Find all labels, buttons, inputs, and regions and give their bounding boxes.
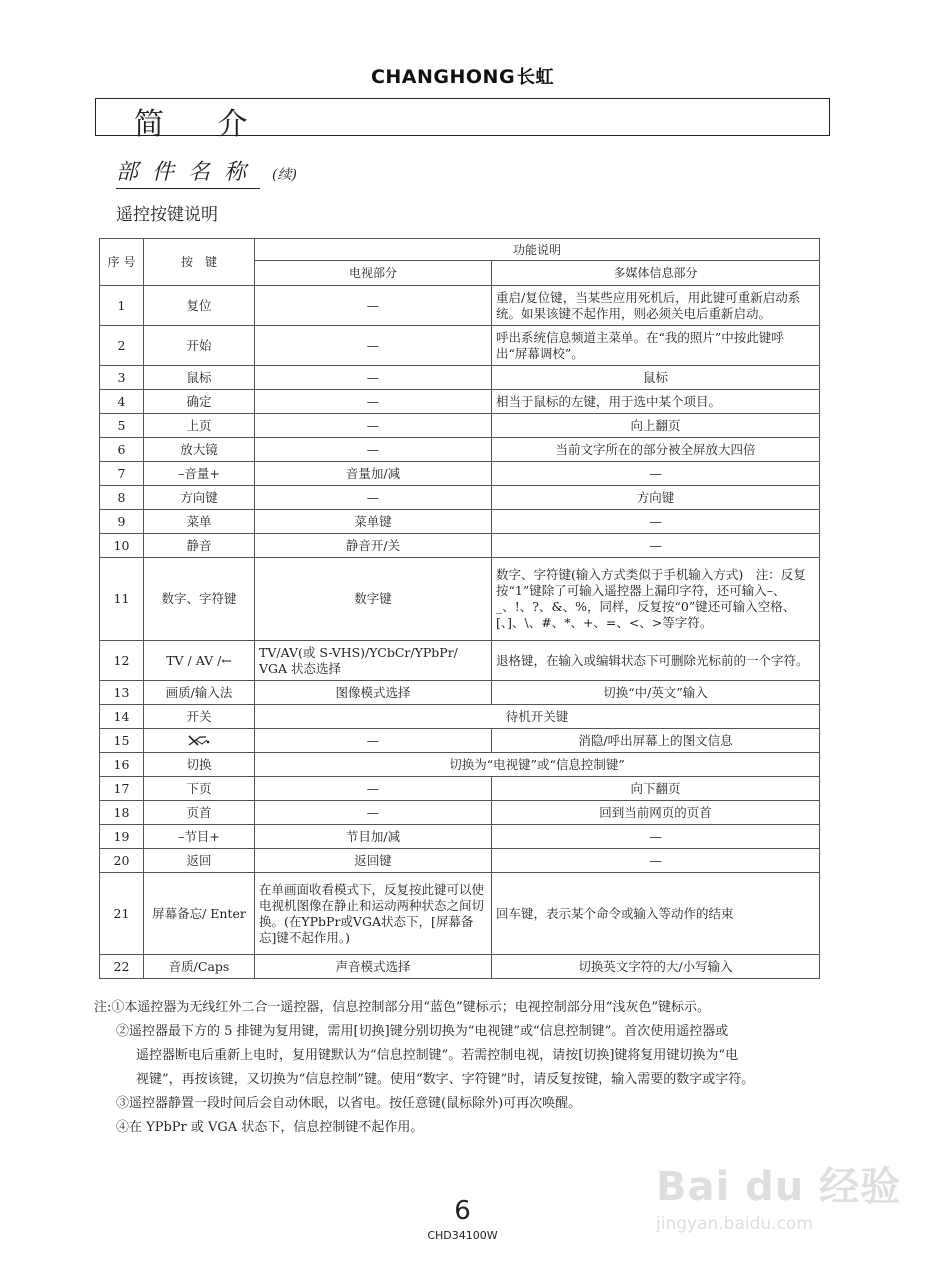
table-row — [100, 777, 820, 801]
row-media: 向上翻页 — [492, 414, 820, 438]
watermark-url: jingyan.baidu.com — [656, 1214, 813, 1234]
row-tv: — — [255, 366, 492, 390]
table-row — [100, 955, 820, 979]
row-media: — — [492, 849, 820, 873]
row-tv: 在单画面收看模式下，反复按此键可以使电视机图像在静止和运动两种状态之间切换。(在YPbPr或VGA状态下，[屏幕备忘]键不起作用。) — [255, 873, 492, 955]
table-row — [100, 873, 820, 955]
header-key: 按 键 — [144, 239, 255, 286]
row-key: 切换 — [144, 753, 255, 777]
row-key: 鼠标 — [144, 366, 255, 390]
brand-logo — [0, 63, 925, 89]
brand-name-cn: 长虹 — [517, 67, 555, 88]
row-tv: 图像模式选择 — [255, 681, 492, 705]
row-tv: — — [255, 801, 492, 825]
row-function-span: 待机开关键 — [255, 705, 820, 729]
note-number: ④ — [116, 1120, 130, 1135]
row-key: 上页 — [144, 414, 255, 438]
row-key: 方向键 — [144, 486, 255, 510]
row-tv: 静音开/关 — [255, 534, 492, 558]
subtitle: 部件名称 — [116, 155, 260, 189]
row-tv: — — [255, 286, 492, 326]
row-media: 方向键 — [492, 486, 820, 510]
table-row — [100, 825, 820, 849]
table-row — [100, 510, 820, 534]
table-row — [100, 641, 820, 681]
row-media: 消隐/呼出屏幕上的图文信息 — [492, 729, 820, 753]
row-media: 向下翻页 — [492, 777, 820, 801]
note-line: 在 YPbPr 或 VGA 状态下，信息控制键不起作用。 — [129, 1120, 424, 1135]
subtitle-continued: (续) — [272, 167, 297, 183]
table-row — [100, 681, 820, 705]
notes-label: 注: — [94, 1000, 112, 1015]
note-line: 遥控器静置一段时间后会自动休眠，以省电。按任意键(鼠标除外)可再次唤醒。 — [129, 1096, 582, 1111]
row-no: 14 — [100, 705, 144, 729]
row-tv: — — [255, 486, 492, 510]
row-media: 切换英文字符的大/小写输入 — [492, 955, 820, 979]
row-key: –音量+ — [144, 462, 255, 486]
row-key: 菜单 — [144, 510, 255, 534]
row-no: 2 — [100, 326, 144, 366]
note-line: 遥控器断电后重新上电时，复用键默认为“信息控制键”。若需控制电视，请按[切换]键将复用键切换为“电 — [136, 1048, 739, 1063]
note-number: ② — [116, 1024, 130, 1039]
row-key: 复位 — [144, 286, 255, 326]
row-no: 8 — [100, 486, 144, 510]
watermark-logo: Bai du 经验 — [656, 1164, 902, 1210]
table-row — [100, 438, 820, 462]
row-key: 确定 — [144, 390, 255, 414]
row-no: 5 — [100, 414, 144, 438]
row-key: 数字、字符键 — [144, 558, 255, 641]
page-title: 简 介 — [134, 107, 270, 142]
row-no: 6 — [100, 438, 144, 462]
table-row — [100, 705, 820, 729]
row-tv: TV/AV(或 S-VHS)/YCbCr/YPbPr/ VGA 状态选择 — [255, 641, 492, 681]
row-tv: — — [255, 777, 492, 801]
table-row — [100, 534, 820, 558]
row-key: TV / AV /← — [144, 641, 255, 681]
page-number: 6 — [454, 1196, 471, 1226]
row-key: 放大镜 — [144, 438, 255, 462]
row-tv: 菜单键 — [255, 510, 492, 534]
row-media: 退格键，在输入或编辑状态下可删除光标前的一个字符。 — [492, 641, 820, 681]
row-media: — — [492, 825, 820, 849]
row-no: 22 — [100, 955, 144, 979]
row-no: 13 — [100, 681, 144, 705]
row-media: 呼出系统信息频道主菜单。在“我的照片”中按此键呼出“屏幕调校”。 — [492, 326, 820, 366]
row-tv: — — [255, 729, 492, 753]
table-row — [100, 558, 820, 641]
row-media: — — [492, 510, 820, 534]
table-row — [100, 462, 820, 486]
row-no: 7 — [100, 462, 144, 486]
row-key: 页首 — [144, 801, 255, 825]
page-title-box — [95, 98, 830, 142]
mute-screen-icon — [186, 734, 212, 748]
note-item — [94, 996, 854, 1020]
remote-keys-table — [99, 238, 820, 979]
row-tv: — — [255, 414, 492, 438]
row-key: 下页 — [144, 777, 255, 801]
row-tv: — — [255, 390, 492, 414]
row-media: — — [492, 534, 820, 558]
row-no: 9 — [100, 510, 144, 534]
note-item — [94, 1116, 854, 1140]
note-line: 本遥控器为无线红外二合一遥控器，信息控制部分用“蓝色”键标示；电视控制部分用“浅灰色”键标示。 — [124, 1000, 710, 1015]
table-row — [100, 801, 820, 825]
row-no: 16 — [100, 753, 144, 777]
row-no: 11 — [100, 558, 144, 641]
note-number: ③ — [116, 1096, 130, 1111]
row-tv: 节目加/减 — [255, 825, 492, 849]
notes — [94, 996, 854, 1140]
table-row — [100, 390, 820, 414]
row-media: 回车键，表示某个命令或输入等动作的结束 — [492, 873, 820, 955]
table-row — [100, 753, 820, 777]
row-no: 10 — [100, 534, 144, 558]
row-no: 12 — [100, 641, 144, 681]
row-key: 音质/Caps — [144, 955, 255, 979]
row-media: 重启/复位键，当某些应用死机后，用此键可重新启动系统。如果该键不起作用，则必须关电后重新启动。 — [492, 286, 820, 326]
row-key: 静音 — [144, 534, 255, 558]
section-title: 遥控按键说明 — [116, 205, 218, 225]
row-no: 19 — [100, 825, 144, 849]
row-media: 回到当前网页的页首 — [492, 801, 820, 825]
row-media: 切换“中/英文”输入 — [492, 681, 820, 705]
header-no: 序 号 — [100, 239, 144, 286]
table-row — [100, 286, 820, 326]
row-key: –节目+ — [144, 825, 255, 849]
note-line: 遥控器最下方的 5 排键为复用键，需用[切换]键分别切换为“电视键”或“信息控制键”。首次使用遥控器或 — [129, 1024, 729, 1039]
table-row — [100, 326, 820, 366]
row-no: 20 — [100, 849, 144, 873]
row-key: 画质/输入法 — [144, 681, 255, 705]
row-media: 相当于鼠标的左键，用于选中某个项目。 — [492, 390, 820, 414]
table-row — [100, 849, 820, 873]
brand-name: CHANGHONG — [370, 66, 516, 88]
row-key: 返回 — [144, 849, 255, 873]
header-tv: 电视部分 — [255, 261, 492, 286]
row-tv: — — [255, 326, 492, 366]
header-function: 功能说明 — [255, 239, 820, 261]
row-key: 开关 — [144, 705, 255, 729]
table-row — [100, 729, 820, 753]
note-line: 视键”，再按该键，又切换为“信息控制”键。使用“数字、字符键”时，请反复按键，输入需要的数字或字符。 — [136, 1072, 755, 1087]
row-media: 鼠标 — [492, 366, 820, 390]
row-no: 15 — [100, 729, 144, 753]
row-no: 3 — [100, 366, 144, 390]
row-media: — — [492, 462, 820, 486]
row-tv: 返回键 — [255, 849, 492, 873]
table-row — [100, 366, 820, 390]
row-no: 4 — [100, 390, 144, 414]
row-tv: 声音模式选择 — [255, 955, 492, 979]
watermark — [656, 1155, 906, 1255]
note-number: ① — [111, 1000, 125, 1015]
row-no: 21 — [100, 873, 144, 955]
row-key: 开始 — [144, 326, 255, 366]
row-tv: — — [255, 438, 492, 462]
row-function-span: 切换为“电视键”或“信息控制键” — [255, 753, 820, 777]
note-item — [94, 1020, 854, 1044]
table-row — [100, 414, 820, 438]
header-media: 多媒体信息部分 — [492, 261, 820, 286]
row-media: 当前文字所在的部分被全屏放大四倍 — [492, 438, 820, 462]
note-item — [94, 1092, 854, 1116]
row-no: 1 — [100, 286, 144, 326]
row-tv: 音量加/减 — [255, 462, 492, 486]
row-media: 数字、字符键(输入方式类似于手机输入方式) 注：反复按“1”键除了可输入遥控器上漏印字符，还可输入–、_、!、?、&、%，同样，反复按“0”键还可输入空格、[、]、\、#、*、+、=、<、>等字符。 — [492, 558, 820, 641]
row-key: 屏幕备忘/ Enter — [144, 873, 255, 955]
row-tv: 数字键 — [255, 558, 492, 641]
row-no: 18 — [100, 801, 144, 825]
table-row — [100, 486, 820, 510]
row-key — [144, 729, 255, 753]
row-no: 17 — [100, 777, 144, 801]
document-code: CHD34100W — [427, 1229, 498, 1242]
